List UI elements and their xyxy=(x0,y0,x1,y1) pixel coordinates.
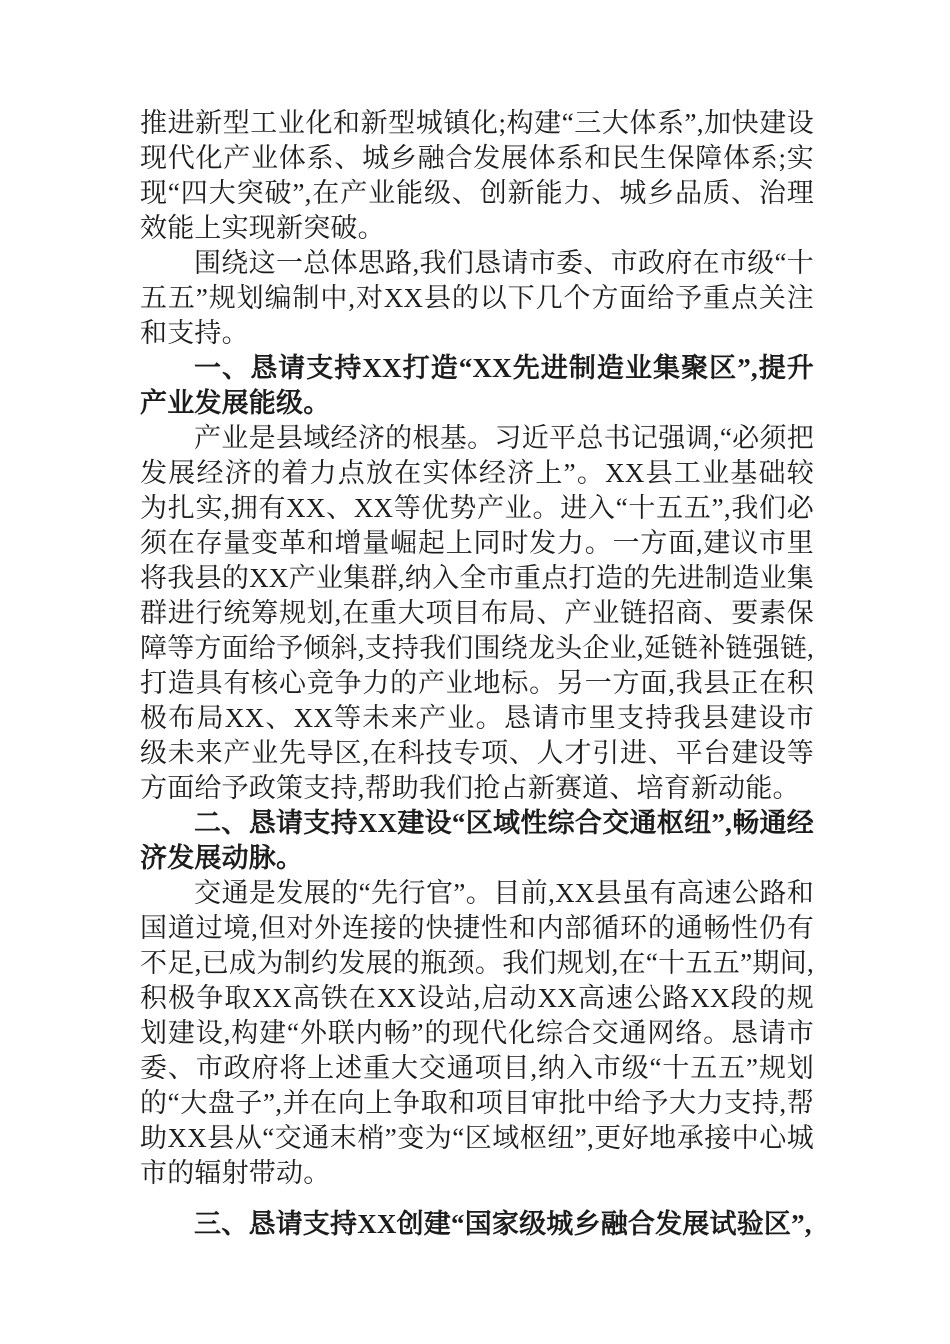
body-paragraph-section-2: 交通是发展的“先行官”。目前,XX县虽有高速公路和国道过境,但对外连接的快捷性和内部循环的通畅性仍有不足,已成为制约发展的瓶颈。我们规划,在“十五五”期间,积极争取XX高铁在XX设站,启动XX高速公路XX段的规划建设,构建“外联内畅”的现代化综合交通网络。恳请市委、市政府将上述重大交通项目,纳入市级“十五五”规划的“大盘子”,并在向上争取和项目审批中给予大力支持,帮助XX县从“交通末梢”变为“区域枢纽”,更好地承接中心城市的辐射带动。 xyxy=(140,878,814,1188)
body-paragraph-continuation: 推进新型工业化和新型城镇化;构建“三大体系”,加快建设现代化产业体系、城乡融合发展体系和民生保障体系;实现“四大突破”,在产业能级、创新能力、城乡品质、治理效能上实现新突破。 xyxy=(140,108,814,243)
body-paragraph-overview: 围绕这一总体思路,我们恳请市委、市政府在市级“十五五”规划编制中,对XX县的以下几个方面给予重点关注和支持。 xyxy=(140,248,814,348)
body-paragraph-section-1: 产业是县域经济的根基。习近平总书记强调,“必须把发展经济的着力点放在实体经济上”。XX县工业基础较为扎实,拥有XX、XX等优势产业。进入“十五五”,我们必须在存量变革和增量崛起上同时发力。一方面,建议市里将我县的XX产业集群,纳入全市重点打造的先进制造业集群进行统筹规划,在重大项目布局、产业链招商、要素保障等方面给予倾斜,支持我们围绕龙头企业,延链补链强链,打造具有核心竞争力的产业地标。另一方面,我县正在积极布局XX、XX等未来产业。恳请市里支持我县建设市级未来产业先导区,在科技专项、人才引进、平台建设等方面给予政策支持,帮助我们抢占新赛道、培育新动能。 xyxy=(140,423,814,803)
section-heading-2: 二、恳请支持XX建设“区域性综合交通枢纽”,畅通经济发展动脉。 xyxy=(140,808,814,873)
section-heading-1: 一、恳请支持XX打造“XX先进制造业集聚区”,提升产业发展能级。 xyxy=(140,353,814,418)
section-heading-3: 三、恳请支持XX创建“国家级城乡融合发展试验区”, xyxy=(194,1209,812,1239)
